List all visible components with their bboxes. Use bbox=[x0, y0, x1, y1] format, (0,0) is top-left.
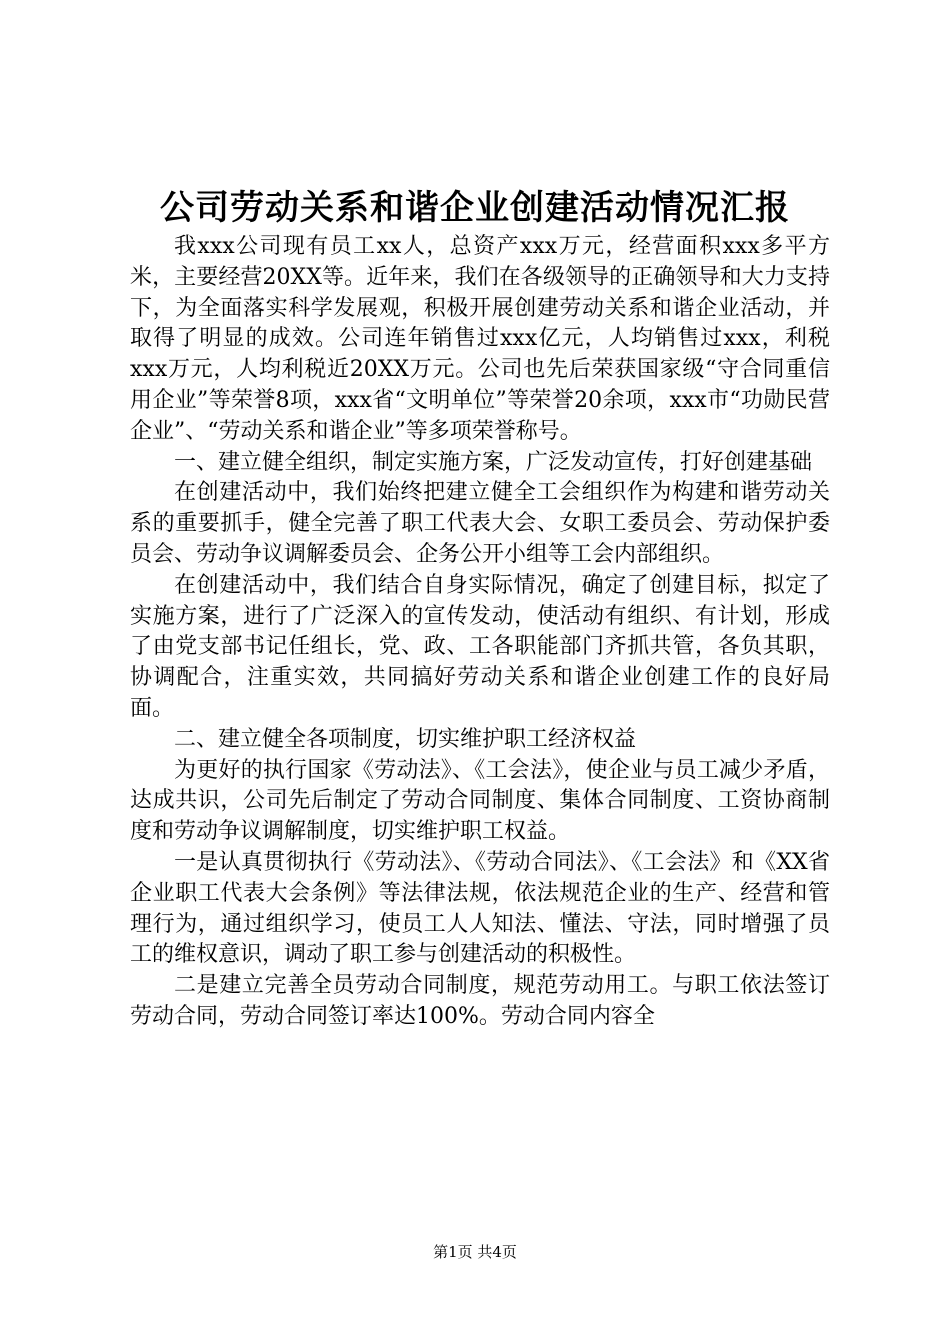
paragraph: 一是认真贯彻执行《劳动法》、《劳动合同法》、《工会法》和《XX省企业职工代表大会条例》等法律法规，依法规范企业的生产、经营和管理行为，通过组织学习，使员工人人知法、懂法、守法，同时增强了员工的维权意识，调动了职工参与创建活动的积极性。 bbox=[130, 849, 830, 968]
page-number-footer: 第1页 共4页 bbox=[433, 1243, 517, 1261]
document-body bbox=[130, 232, 830, 1033]
section-heading-1: 一、建立健全组织，制定实施方案，广泛发动宣传，打好创建基础 bbox=[174, 449, 813, 475]
section-heading-2: 二、建立健全各项制度，切实维护职工经济权益 bbox=[174, 726, 637, 752]
paragraph: 在创建活动中，我们始终把建立健全工会组织作为构建和谐劳动关系的重要抓手，健全完善了职工代表大会、女职工委员会、劳动保护委员会、劳动争议调解委员会、企务公开小组等工会内部组织。 bbox=[130, 480, 830, 567]
paragraph: 在创建活动中，我们结合自身实际情况，确定了创建目标，拟定了实施方案，进行了广泛深入的宣传发动，使活动有组织、有计划，形成了由党支部书记任组长，党、政、工各职能部门齐抓共管，各负其职，协调配合，注重实效，共同搞好劳动关系和谐企业创建工作的良好局面。 bbox=[130, 572, 830, 721]
paragraph: 二是建立完善全员劳动合同制度，规范劳动用工。与职工依法签订劳动合同，劳动合同签订率达100%。劳动合同内容全 bbox=[130, 973, 830, 1029]
paragraph: 为更好的执行国家《劳动法》、《工会法》，使企业与员工减少矛盾，达成共识，公司先后制定了劳动合同制度、集体合同制度、工资协商制度和劳动争议调解制度，切实维护职工权益。 bbox=[130, 757, 830, 845]
paragraph-intro: 我xxx公司现有员工xx人，总资产xxx万元，经营面积xxx多平方米，主要经营20XX等。近年来，我们在各级领导的正确领导和大力支持下，为全面落实科学发展观，积极开展创建劳动关系和谐企业活动，并取得了明显的成效。公司连年销售过xxx亿元，人均销售过xxx，利税xxx万元，人均利税近20XX万元。公司也先后荣获国家级“守合同重信用企业”等荣誉8项，xxx省“文明单位”等荣誉20余项，xxx市“功勋民营企业”、“劳动关系和谐企业”等多项荣誉称号。 bbox=[130, 234, 830, 444]
document-title: 公司劳动关系和谐企业创建活动情况汇报 bbox=[160, 188, 790, 228]
